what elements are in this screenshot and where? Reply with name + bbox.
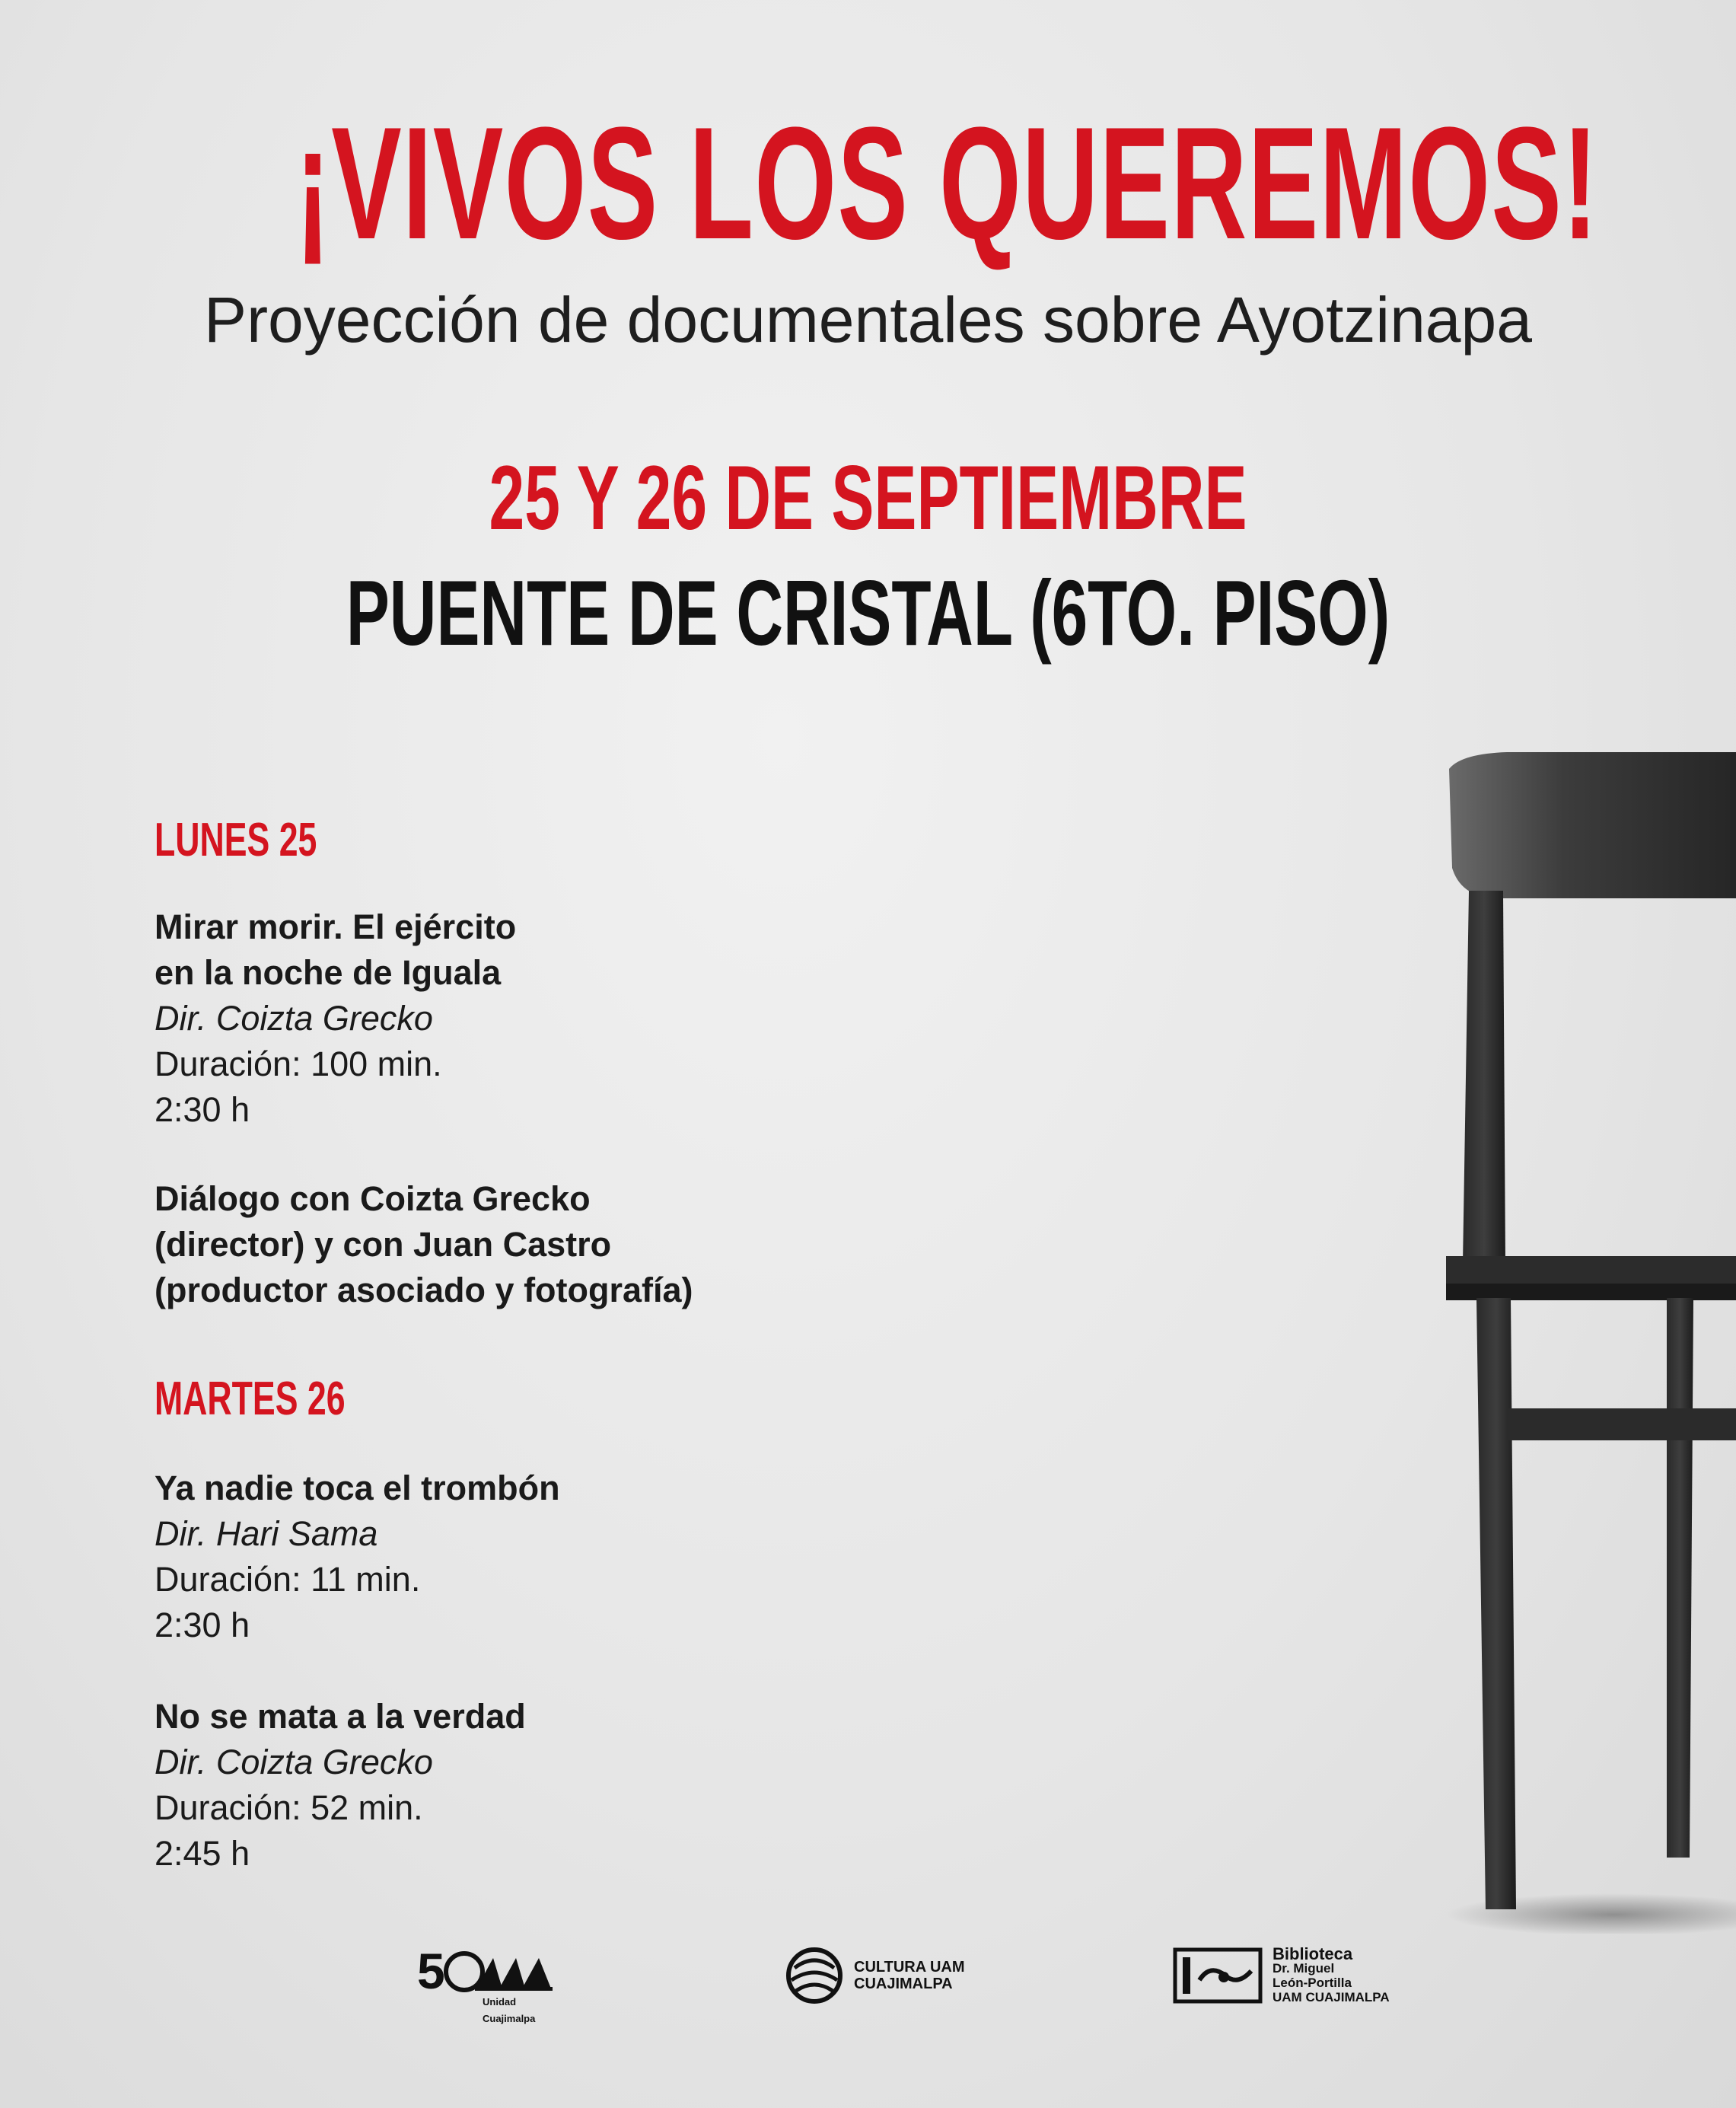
chair-stretcher: [1507, 1408, 1736, 1440]
poster-subtitle: Proyección de documentales sobre Ayotzinapa: [204, 284, 1532, 356]
chair-backrest: [1449, 752, 1736, 898]
dialogue-line3: (productor asociado y fotografía): [154, 1271, 693, 1309]
logo-cultura-uam: [784, 1937, 965, 2014]
cultura-line2: CUAJIMALPA: [854, 1976, 953, 1992]
poster-title: ¡VIVOS LOS QUEREMOS!: [295, 94, 1599, 273]
film-time: 2:45 h: [154, 1834, 250, 1873]
biblioteca-line3: León-Portilla: [1273, 1976, 1352, 1990]
film-mirar-morir: [154, 904, 516, 1133]
film-title: Ya nadie toca el trombón: [154, 1469, 560, 1507]
event-venue: PUENTE DE CRISTAL (6TO. PISO): [346, 561, 1390, 665]
logo-biblioteca: [1172, 1937, 1390, 2014]
film-director: Dir. Coizta Grecko: [154, 1743, 433, 1781]
film-title-line1: Mirar morir. El ejército: [154, 907, 517, 946]
biblioteca-line1: Biblioteca: [1273, 1944, 1353, 1963]
day-label-monday: LUNES 25: [154, 814, 317, 866]
dialogue-line2: (director) y con Juan Castro: [154, 1225, 612, 1264]
svg-text:5: 5: [417, 1943, 445, 1999]
film-duration: Duración: 52 min.: [154, 1788, 423, 1827]
dialogue-session: [154, 1176, 693, 1313]
biblioteca-icon: [1172, 1945, 1263, 2006]
cultura-line1: CULTURA UAM: [854, 1959, 965, 1976]
chair-seat: [1446, 1256, 1736, 1287]
chair-illustration: [1416, 746, 1736, 1934]
film-director: Dir. Hari Sama: [154, 1514, 378, 1553]
film-director: Dir. Coizta Grecko: [154, 999, 433, 1038]
biblioteca-line2: Dr. Miguel: [1273, 1961, 1335, 1976]
chair-leg-front: [1476, 1298, 1516, 1909]
film-ya-nadie-toca: [154, 1465, 560, 1648]
biblioteca-line4: UAM CUAJIMALPA: [1273, 1990, 1390, 2004]
cultura-uam-icon: [784, 1945, 845, 2006]
dialogue-line1: Diálogo con Coizta Grecko: [154, 1179, 591, 1218]
film-duration: Duración: 11 min.: [154, 1560, 421, 1599]
film-duration: Duración: 100 min.: [154, 1044, 442, 1083]
event-dates: 25 Y 26 DE SEPTIEMBRE: [489, 447, 1247, 549]
chair-leg-back: [1667, 1298, 1693, 1858]
film-no-se-mata: [154, 1694, 526, 1877]
uam-unit-label: Unidad Cuajimalpa: [483, 1996, 536, 2024]
film-title: No se mata a la verdad: [154, 1697, 526, 1736]
film-title-line2: en la noche de Iguala: [154, 953, 502, 992]
day-label-tuesday: MARTES 26: [154, 1373, 346, 1425]
film-time: 2:30 h: [154, 1606, 250, 1644]
logo-uam-50: [417, 1937, 562, 2024]
chair-back-upright: [1463, 891, 1505, 1264]
film-time: 2:30 h: [154, 1090, 250, 1129]
